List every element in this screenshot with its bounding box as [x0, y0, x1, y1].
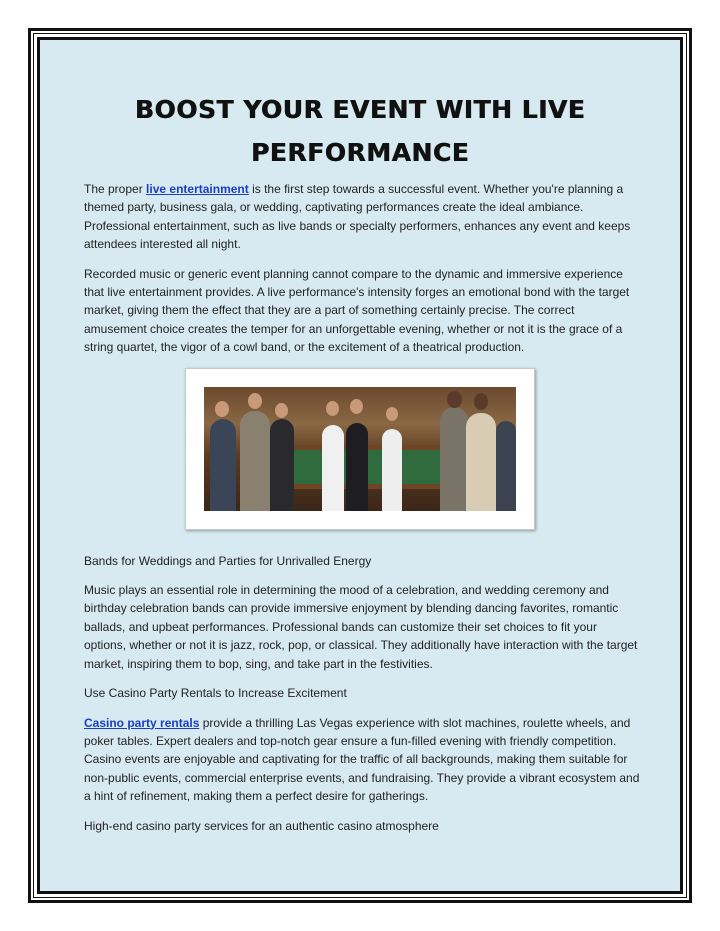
paragraph-music: Music plays an essential role in determining the mood of a celebration, and wedding ceremony and birthday celebration bands can provide immersive enjoyment by blending dancing favorites, romantic ballads, and upbeat performances. Professional bands can customize their set choices to fit your options, whether or not it is jazz, rock, pop, or classical. They additionally have interaction with the target market, inspiring them to bop, sing, and take part in the festivities. — [84, 583, 638, 671]
guest-head — [215, 401, 229, 417]
live-entertainment-link[interactable]: live entertainment — [146, 182, 249, 196]
dealer-figure — [346, 423, 368, 511]
guest-figure — [210, 419, 236, 511]
dealer-figure — [322, 425, 344, 511]
guest-head — [447, 391, 462, 408]
casino-party-photo — [204, 387, 516, 511]
paragraph-text: is the first step towards a successful event. Whether you're planning a themed party, business gala, or wedding, captivating performances create the ideal ambiance. Professional entertainment, such as live bands or specialty performers, enhances any event and keeps attendees interested all night. — [84, 182, 631, 252]
article-body — [84, 180, 640, 846]
guest-figure — [440, 407, 468, 511]
section-heading-casino: Use Casino Party Rentals to Increase Excitement — [84, 686, 347, 701]
guest-head — [474, 393, 488, 410]
paragraph-casino — [84, 714, 640, 806]
guest-figure — [466, 413, 496, 511]
dealer-head — [350, 399, 363, 414]
guest-figure — [496, 421, 516, 511]
paragraph-intro — [84, 180, 640, 254]
guest-figure — [270, 419, 294, 511]
dealer-head — [326, 401, 339, 416]
guest-head — [275, 403, 288, 418]
casino-party-rentals-link[interactable]: Casino party rentals — [84, 715, 200, 730]
paragraph-text: provide a thrilling Las Vegas experience with slot machines, roulette wheels, and poker tables. Expert dealers and top-notch gear ensure a fun-filled evening with friendly competition. Casino events are enjoyable and captivating for the traffic of all backgrounds, making them suitable for non-public events, commercial enterprise events, and fundraising. They provide a vibrant ecosystem and a hint of refinement, making them a perfect desire for gatherings. — [84, 715, 640, 804]
section-heading-bands: Bands for Weddings and Parties for Unrivalled Energy — [84, 553, 372, 568]
section-heading-high-end: High-end casino party services for an authentic casino atmosphere — [84, 818, 439, 833]
guest-head — [248, 393, 262, 409]
guest-head — [386, 407, 398, 421]
guest-figure — [382, 429, 402, 511]
paragraph-text: The proper — [84, 182, 147, 196]
craps-table — [284, 445, 454, 489]
guest-figure — [240, 411, 270, 511]
paragraph-recorded-music: Recorded music or generic event planning cannot compare to the dynamic and immersive experience that live entertainment provides. A live performance's intensity forges an emotional bond with the target market, giving them the effect that they are a part of something certainly precise. The correct amusement choice creates the temper for an unforgettable evening, whether or not it is the grace of a string quartet, the vigor of a cowl band, or the excitement of a theatrical production. — [84, 266, 630, 355]
page-title: BOOST YOUR EVENT WITH LIVE PERFORMANCE — [134, 95, 586, 167]
casino-party-photo-frame — [185, 368, 535, 530]
